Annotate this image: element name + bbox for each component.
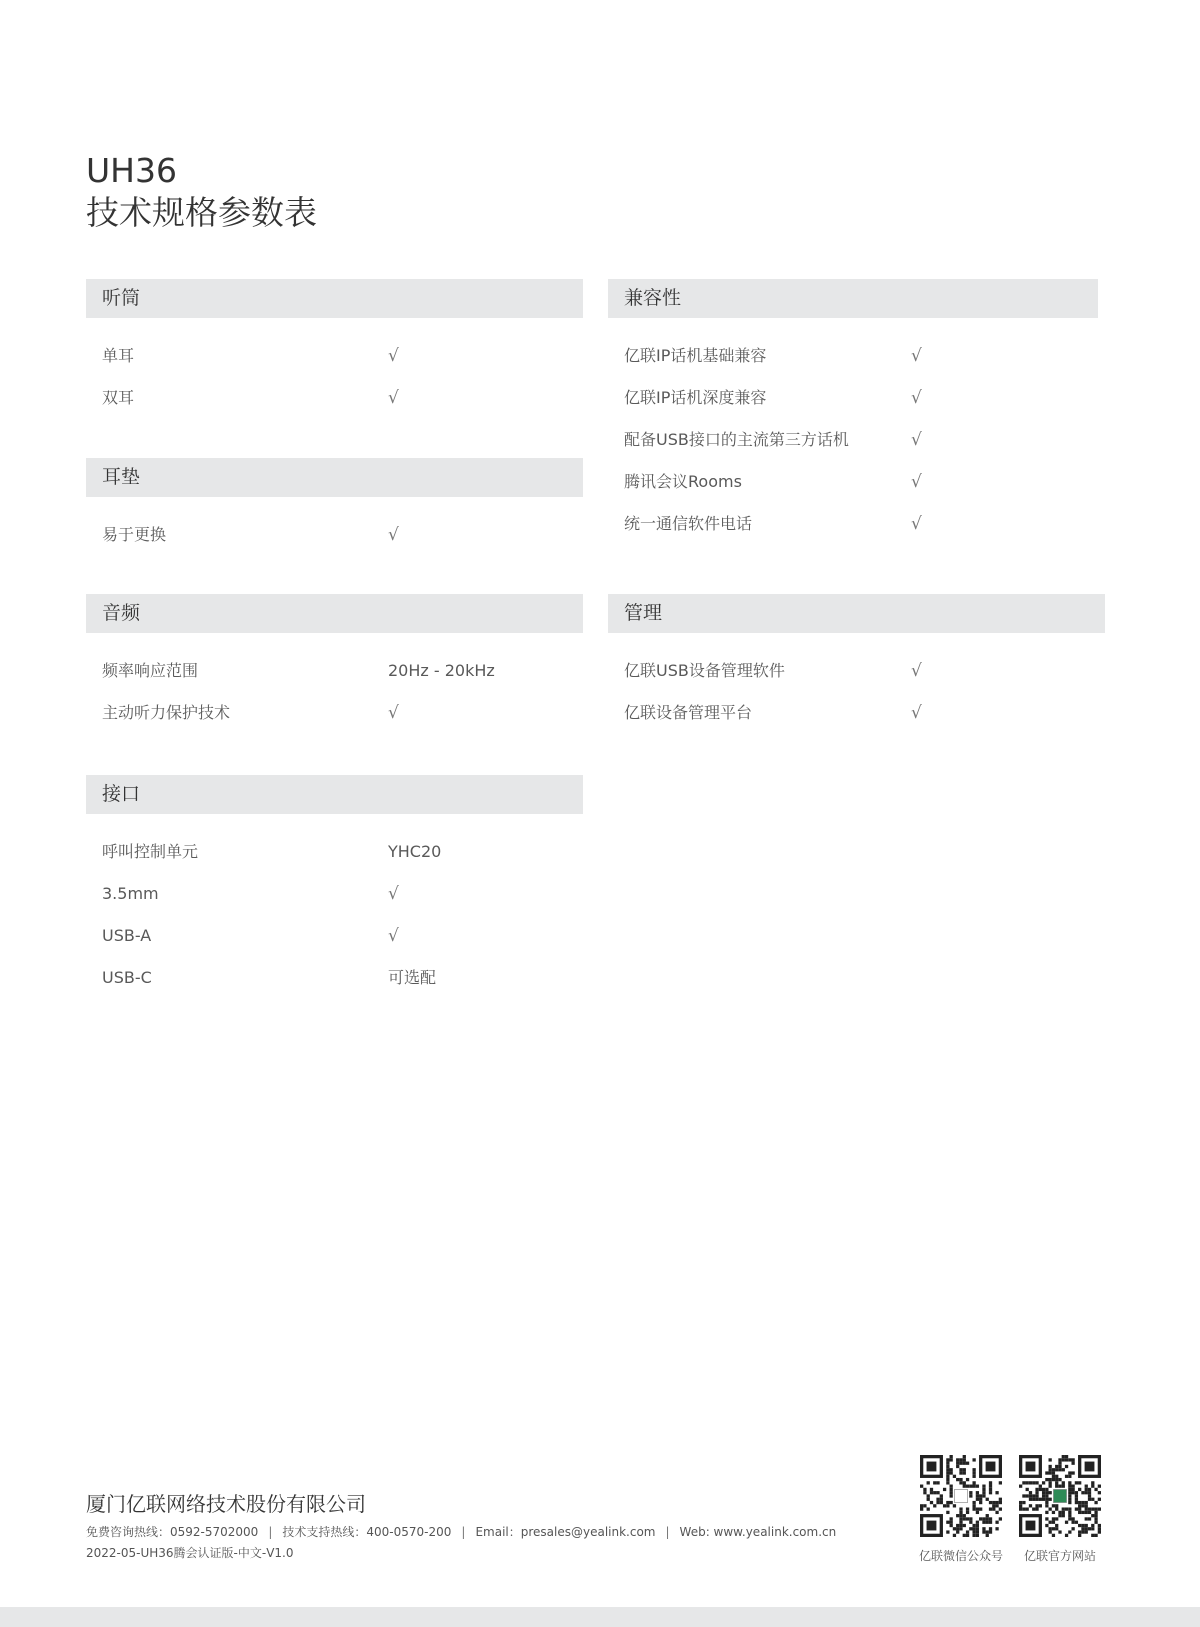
hotline-text: 免费咨询热线：0592-5702000 (86, 1525, 259, 1539)
spec-row (608, 419, 1098, 461)
separator: | (461, 1525, 466, 1539)
spec-row (86, 692, 583, 734)
spec-row (608, 377, 1098, 419)
qr-code-wechat-icon (920, 1455, 1002, 1537)
support-hotline-text: 技术支持热线：400-0570-200 (282, 1525, 452, 1539)
spec-row (608, 461, 1098, 503)
spec-value: 可选配 (388, 968, 437, 987)
section-heading: 音频 (86, 594, 583, 633)
section-headset (86, 279, 583, 419)
checkmark-icon: √ (388, 525, 399, 545)
spec-rows (86, 318, 583, 419)
spec-row (86, 514, 583, 556)
footer (86, 1490, 836, 1562)
spec-value: YHC20 (388, 842, 442, 861)
spec-label: 腾讯会议Rooms (624, 472, 742, 491)
product-model: UH36 (86, 151, 177, 190)
spec-rows (608, 318, 1098, 545)
section-compatibility (608, 279, 1098, 545)
section-earpad (86, 458, 583, 556)
spec-rows (86, 497, 583, 556)
separator: | (268, 1525, 273, 1539)
spec-row (86, 831, 583, 873)
spec-rows (608, 633, 1105, 734)
spec-row (86, 957, 583, 999)
spec-label: 主动听力保护技术 (102, 703, 231, 722)
spec-rows (86, 633, 583, 734)
qr-wechat (918, 1455, 1004, 1564)
section-heading: 听筒 (86, 279, 583, 318)
page-title: 技术规格参数表 (86, 193, 317, 232)
spec-value: 20Hz - 20kHz (388, 661, 495, 680)
contact-line (86, 1523, 836, 1541)
spec-label: USB-C (102, 968, 152, 987)
section-heading: 管理 (608, 594, 1105, 633)
qr-wechat-caption: 亿联微信公众号 (918, 1549, 1003, 1563)
spec-row (86, 335, 583, 377)
spec-label: USB-A (102, 926, 152, 945)
spec-label: 配备USB接口的主流第三方话机 (624, 430, 849, 449)
company-name: 厦门亿联网络技术股份有限公司 (86, 1492, 366, 1516)
spec-label: 易于更换 (102, 525, 167, 544)
checkmark-icon: √ (911, 430, 922, 450)
spec-label: 双耳 (102, 388, 135, 407)
spec-label: 频率响应范围 (102, 661, 199, 680)
section-heading: 耳垫 (86, 458, 583, 497)
spec-row (608, 650, 1105, 692)
spec-row (86, 873, 583, 915)
spec-label: 亿联设备管理平台 (624, 703, 753, 722)
spec-label: 单耳 (102, 346, 135, 365)
checkmark-icon: √ (388, 346, 399, 366)
section-management (608, 594, 1105, 734)
checkmark-icon: √ (911, 661, 922, 681)
spec-row (608, 692, 1105, 734)
qr-website-caption: 亿联官方网站 (1023, 1549, 1096, 1563)
qr-code-website-icon (1019, 1455, 1101, 1537)
email-link[interactable]: Email：presales@yealink.com (475, 1525, 656, 1539)
spec-rows (86, 814, 583, 999)
checkmark-icon: √ (911, 388, 922, 408)
qr-website (1017, 1455, 1103, 1564)
checkmark-icon: √ (911, 514, 922, 534)
spec-label: 统一通信软件电话 (624, 514, 753, 533)
checkmark-icon: √ (911, 703, 922, 723)
spec-label: 3.5mm (102, 884, 159, 903)
checkmark-icon: √ (388, 884, 399, 904)
spec-label: 亿联USB设备管理软件 (624, 661, 785, 680)
checkmark-icon: √ (388, 388, 399, 408)
website-link[interactable]: Web: www.yealink.com.cn (679, 1525, 837, 1539)
checkmark-icon: √ (388, 703, 399, 723)
checkmark-icon: √ (911, 346, 922, 366)
checkmark-icon: √ (388, 926, 399, 946)
spec-row (86, 377, 583, 419)
separator: | (665, 1525, 670, 1539)
spec-label: 亿联IP话机基础兼容 (624, 346, 767, 365)
checkmark-icon: √ (911, 472, 922, 492)
spec-label: 亿联IP话机深度兼容 (624, 388, 767, 407)
section-heading: 接口 (86, 775, 583, 814)
document-version: 2022-05-UH36腾会认证版-中文-V1.0 (86, 1546, 294, 1560)
bottom-bar (0, 1607, 1200, 1627)
section-interface (86, 775, 583, 999)
section-audio (86, 594, 583, 734)
spec-row (86, 915, 583, 957)
spec-row (608, 335, 1098, 377)
spec-label: 呼叫控制单元 (102, 842, 199, 861)
section-heading: 兼容性 (608, 279, 1098, 318)
spec-row (608, 503, 1098, 545)
document-title (86, 150, 317, 234)
spec-row (86, 650, 583, 692)
